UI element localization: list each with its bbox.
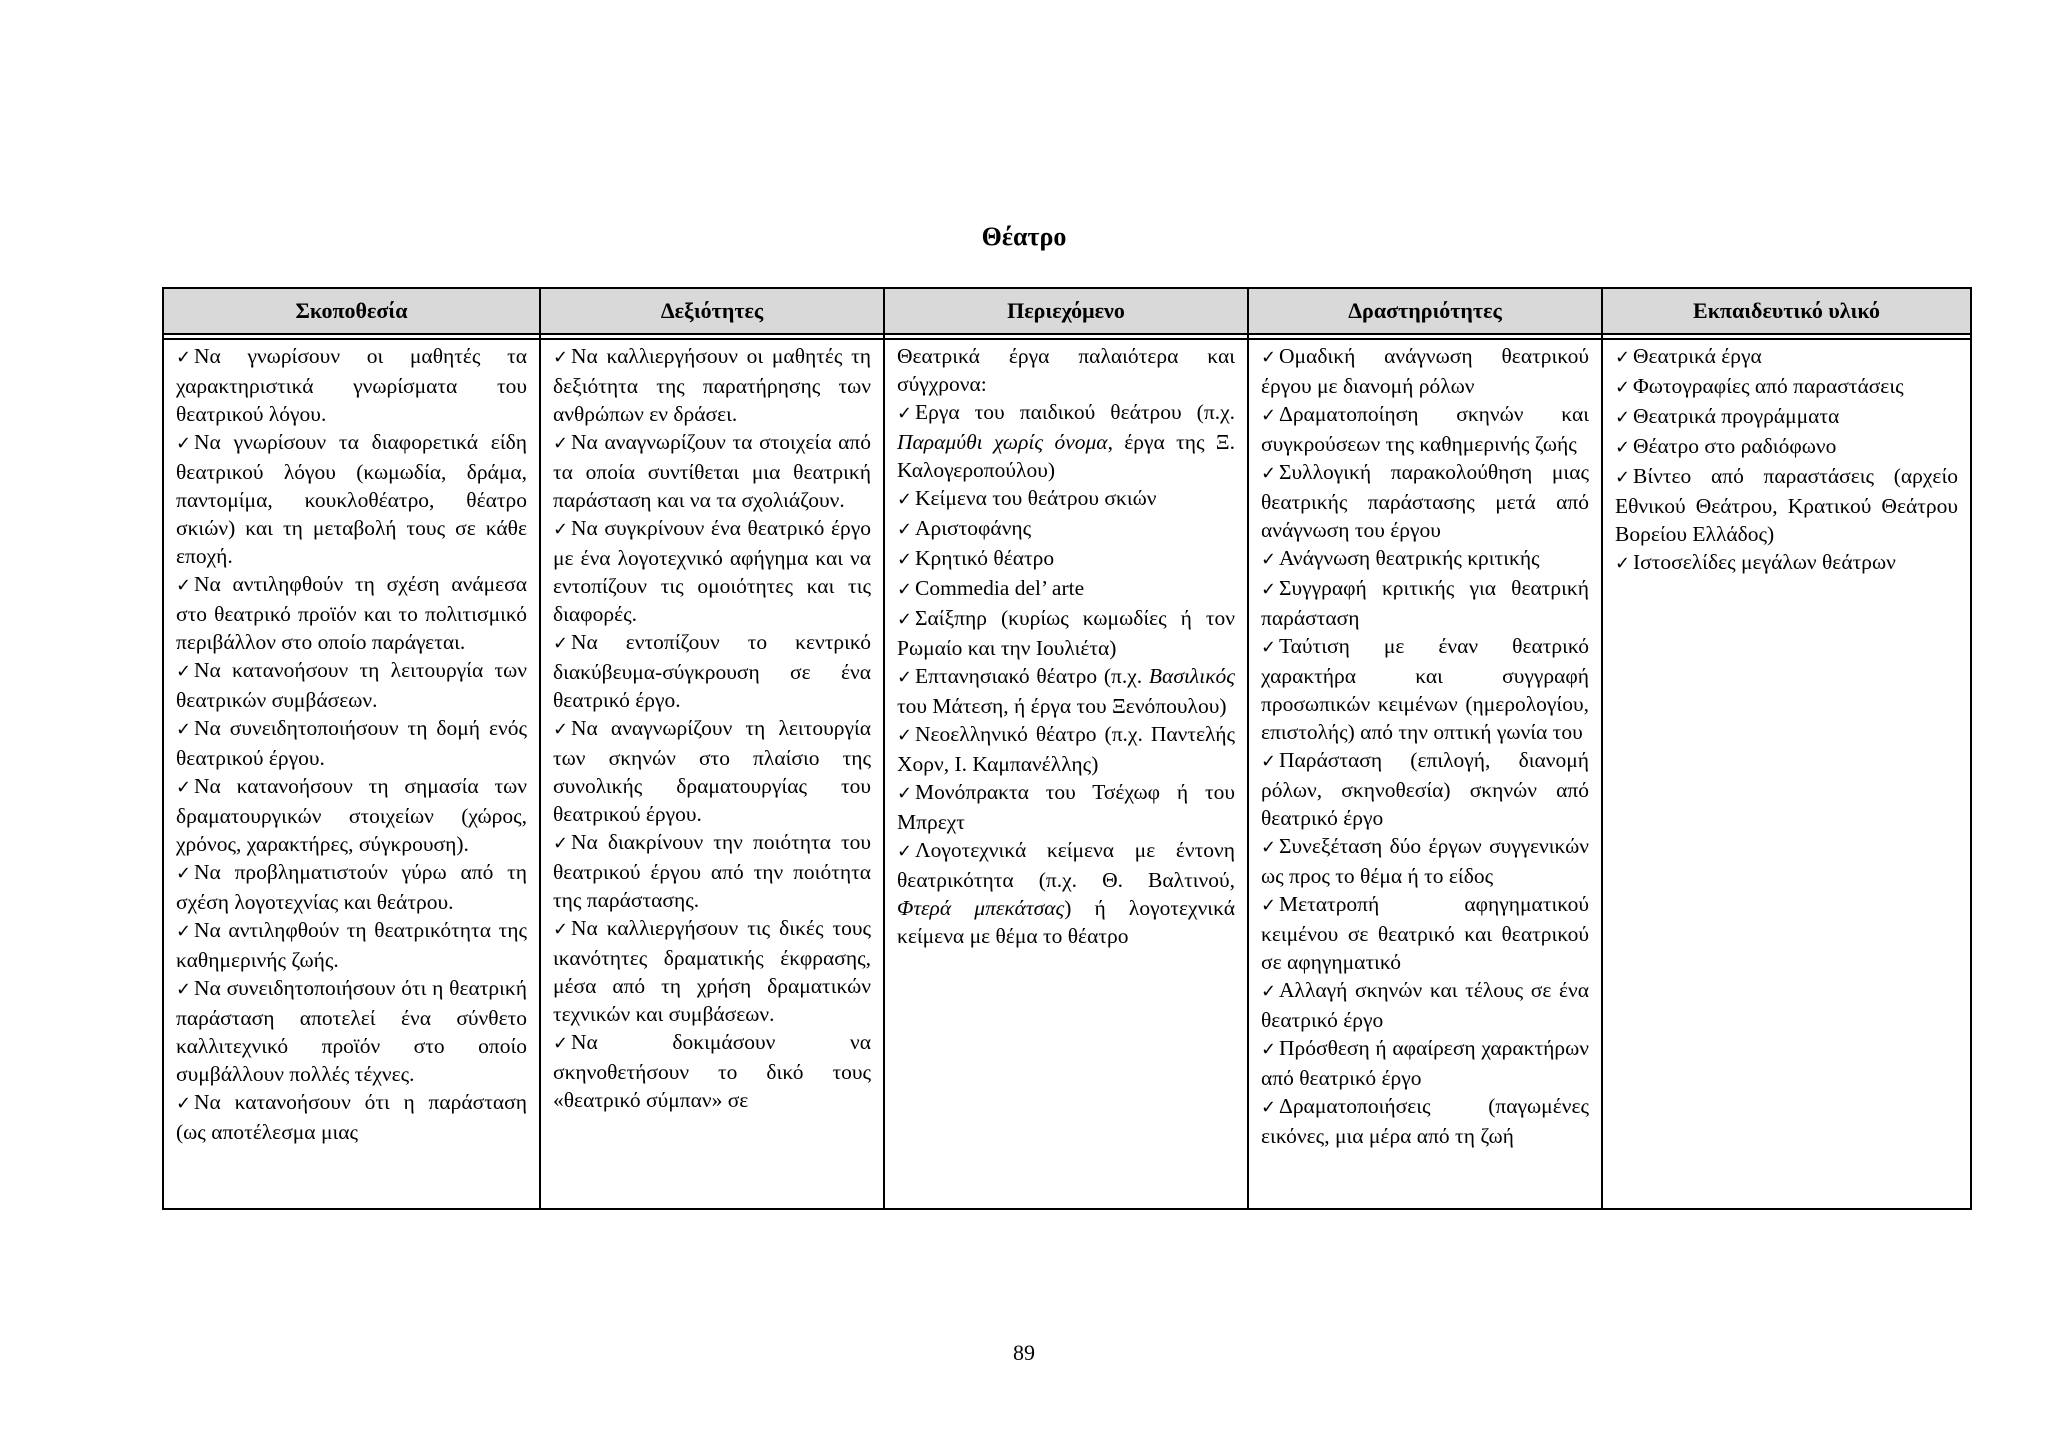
list-item-text: Να εντοπίζουν το κεντρικό διακύβευμα-σύγκρουση σε ένα θεατρικό έργο.: [553, 630, 871, 712]
list-item-text: Να αναγνωρίζουν τα στοιχεία από τα οποία συντίθεται μια θεατρική παράσταση και να τα σχολιάζουν.: [553, 430, 871, 512]
list-item-text: Να γνωρίσουν τα διαφορετικά είδη θεατρικού λόγου (κωμωδία, δράμα, παντομίμα, κουκλοθέατρο, θέατρο σκιών) και τη μεταβολή τους σε κάθε εποχή.: [176, 430, 527, 568]
checkmark-icon: ✓: [176, 1093, 192, 1114]
list-item: [897, 662, 1235, 720]
list-item: [1261, 544, 1589, 574]
checkmark-icon: ✓: [1261, 1039, 1277, 1060]
list-item: [1261, 746, 1589, 832]
list-item: [897, 836, 1235, 950]
curriculum-table: [162, 287, 1972, 1210]
list-item: [553, 1028, 871, 1114]
list-item: [176, 570, 527, 656]
list-item-text: Ανάγνωση θεατρικής κριτικής: [1279, 546, 1540, 570]
page-title: Θέατρο: [981, 222, 1067, 251]
list-item: [1615, 402, 1958, 432]
list-item: [1261, 890, 1589, 976]
checkmark-icon: ✓: [897, 609, 913, 630]
list-item: [1261, 976, 1589, 1034]
cell-activities-list: [1261, 342, 1589, 1208]
checkmark-icon: ✓: [1261, 463, 1277, 484]
checkmark-icon: ✓: [553, 519, 569, 540]
list-item: [176, 858, 527, 916]
list-item-text: Να δοκιμάσουν να σκηνοθετήσουν το δικό τους «θεατρικό σύμπαν» σε: [553, 1030, 871, 1112]
checkmark-icon: ✓: [553, 347, 569, 368]
checkmark-icon: ✓: [1261, 895, 1277, 916]
list-item: [897, 604, 1235, 662]
checkmark-icon: ✓: [897, 549, 913, 570]
list-item-text: Ταύτιση με έναν θεατρικό χαρακτήρα και συγγραφή προσωπικών κειμένων (ημερολογίου, επιστολής) από την οπτική γωνία του: [1261, 634, 1589, 744]
checkmark-icon: ✓: [897, 783, 913, 804]
list-item: [1261, 632, 1589, 746]
list-item: [897, 514, 1235, 544]
column-header-content: Περιεχόμενο: [884, 288, 1248, 334]
list-item: [1261, 342, 1589, 400]
list-item-text: Εργα του παιδικού θεάτρου (π.χ.: [915, 400, 1235, 424]
list-item-text: Να συγκρίνουν ένα θεατρικό έργο με ένα λογοτεχνικό αφήγημα και να εντοπίζουν τις ομοιότητες και τις διαφορές.: [553, 516, 871, 626]
work-title: Βασιλικός: [1148, 664, 1235, 688]
list-item-text: Να προβληματιστούν γύρω από τη σχέση λογοτεχνίας και θεάτρου.: [176, 860, 527, 914]
list-item: [1261, 1034, 1589, 1092]
checkmark-icon: ✓: [897, 667, 913, 688]
checkmark-icon: ✓: [1261, 579, 1277, 600]
checkmark-icon: ✓: [1261, 405, 1277, 426]
checkmark-icon: ✓: [553, 433, 569, 454]
list-item: [897, 574, 1235, 604]
list-item-text: Να καλλιεργήσουν οι μαθητές τη δεξιότητα της παρατήρησης των ανθρώπων εν δράσει.: [553, 344, 871, 426]
list-item: [1261, 1092, 1589, 1150]
checkmark-icon: ✓: [176, 347, 192, 368]
list-item-text: Μετατροπή αφηγηματικού κειμένου σε θεατρικό και θεατρικού σε αφηγηματικό: [1261, 892, 1589, 974]
list-item-text: Να διακρίνουν την ποιότητα του θεατρικού έργου από την ποιότητα της παράστασης.: [553, 830, 871, 912]
list-item: [1261, 400, 1589, 458]
list-item-text: Αλλαγή σκηνών και τέλους σε ένα θεατρικό έργο: [1261, 978, 1589, 1032]
checkmark-icon: ✓: [176, 719, 192, 740]
checkmark-icon: ✓: [1261, 1097, 1277, 1118]
work-title: Παραμύθι χωρίς όνομα: [897, 430, 1108, 454]
list-item-text: Θεατρικά προγράμματα: [1633, 404, 1840, 428]
list-item: [897, 544, 1235, 574]
list-item-text: Να κατανοήσουν τη σημασία των δραματουργικών στοιχείων (χώρος, χρόνος, χαρακτήρες, σύγκρουση).: [176, 774, 527, 856]
list-item: [1261, 574, 1589, 632]
checkmark-icon: ✓: [897, 579, 913, 600]
header-row: [163, 288, 1971, 334]
list-item: [897, 778, 1235, 836]
list-item: [553, 914, 871, 1028]
checkmark-icon: ✓: [1261, 347, 1277, 368]
list-item: [553, 342, 871, 428]
list-item: [1615, 372, 1958, 402]
list-item: [897, 398, 1235, 484]
list-item-text: Συγγραφή κριτικής για θεατρική παράσταση: [1261, 576, 1589, 630]
list-item-text: Λογοτεχνικά κείμενα με έντονη θεατρικότητα (π.χ. Θ. Βαλτινού,: [897, 838, 1235, 892]
list-item-text: Να συνειδητοποιήσουν τη δομή ενός θεατρικού έργου.: [176, 716, 527, 770]
checkmark-icon: ✓: [176, 863, 192, 884]
cell-content: [884, 339, 1248, 1209]
list-item: [176, 428, 527, 570]
cell-content-list: [897, 342, 1235, 1208]
list-item-text: ) ή λογοτεχνικά κείμενα με θέμα το θέατρο: [897, 896, 1235, 948]
checkmark-icon: ✓: [1261, 751, 1277, 772]
checkmark-icon: ✓: [1615, 467, 1631, 488]
checkmark-icon: ✓: [1261, 837, 1277, 858]
list-item-text: Ομαδική ανάγνωση θεατρικού έργου με διανομή ρόλων: [1261, 344, 1589, 398]
list-item-text: του Μάτεση, ή έργα του Ξενόπουλου): [897, 694, 1227, 718]
list-item: [176, 714, 527, 772]
column-header-activities: Δραστηριότητες: [1248, 288, 1602, 334]
column-header-materials: Εκπαιδευτικό υλικό: [1602, 288, 1971, 334]
checkmark-icon: ✓: [176, 921, 192, 942]
list-item-text: Βίντεο από παραστάσεις (αρχείο Εθνικού Θεάτρου, Κρατικού Θεάτρου Βορείου Ελλάδος): [1615, 464, 1958, 546]
list-item-text: Συνεξέταση δύο έργων συγγενικών ως προς το θέμα ή το είδος: [1261, 834, 1589, 888]
checkmark-icon: ✓: [176, 433, 192, 454]
list-item: [553, 428, 871, 514]
cell-activities: [1248, 339, 1602, 1209]
list-item: [1261, 458, 1589, 544]
checkmark-icon: ✓: [176, 661, 192, 682]
list-item-text: Να γνωρίσουν οι μαθητές τα χαρακτηριστικά γνωρίσματα του θεατρικού λόγου.: [176, 344, 527, 426]
list-item-text: Να κατανοήσουν τη λειτουργία των θεατρικών συμβάσεων.: [176, 658, 527, 712]
content-row: [163, 339, 1971, 1209]
list-item-text: Συλλογική παρακολούθηση μιας θεατρικής παράστασης μετά από ανάγνωση του έργου: [1261, 460, 1589, 542]
checkmark-icon: ✓: [1615, 437, 1631, 458]
checkmark-icon: ✓: [1615, 553, 1631, 574]
list-item-text: Πρόσθεση ή αφαίρεση χαρακτήρων από θεατρικό έργο: [1261, 1036, 1589, 1090]
checkmark-icon: ✓: [553, 833, 569, 854]
list-item-text: Σαίξπηρ (κυρίως κωμωδίες ή τον Ρωμαίο και την Ιουλιέτα): [897, 606, 1235, 660]
list-item-text: Κείμενα του θεάτρου σκιών: [915, 486, 1157, 510]
cell-materials-list: [1615, 342, 1958, 1208]
list-item-text: Commedia del’ arte: [915, 576, 1085, 600]
list-item: [553, 628, 871, 714]
checkmark-icon: ✓: [1615, 347, 1631, 368]
list-item-text: Θεατρικά έργα: [1633, 344, 1762, 368]
list-item-text: , έργα της Ξ. Καλογεροπούλου): [897, 430, 1235, 482]
list-item: [176, 656, 527, 714]
checkmark-icon: ✓: [1261, 981, 1277, 1002]
list-item-text: Παράσταση (επιλογή, διανομή ρόλων, σκηνοθεσία) σκηνών από θεατρικό έργο: [1261, 748, 1589, 830]
checkmark-icon: ✓: [553, 919, 569, 940]
cell-skills-list: [553, 342, 871, 1208]
list-item-text: Θέατρο στο ραδιόφωνο: [1633, 434, 1837, 458]
checkmark-icon: ✓: [553, 1033, 569, 1054]
list-item-text: Ιστοσελίδες μεγάλων θεάτρων: [1633, 550, 1896, 574]
list-item-text: Να συνειδητοποιήσουν ότι η θεατρική παράσταση αποτελεί ένα σύνθετο καλλιτεχνικό προϊόν στο οποίο συμβάλλουν πολλές τέχνες.: [176, 976, 527, 1086]
checkmark-icon: ✓: [897, 489, 913, 510]
list-item-text: Να αντιληφθούν τη σχέση ανάμεσα στο θεατρικό προϊόν και το πολιτισμικό περιβάλλον στο οποίο παράγεται.: [176, 572, 527, 654]
checkmark-icon: ✓: [897, 725, 913, 746]
list-item: [176, 1088, 527, 1146]
checkmark-icon: ✓: [176, 575, 192, 596]
column-header-objectives: Σκοποθεσία: [163, 288, 540, 334]
list-item-text: Κρητικό θέατρο: [915, 546, 1055, 570]
list-item-text: Δραματοποιήσεις (παγωμένες εικόνες, μια μέρα από τη ζωή: [1261, 1094, 1589, 1148]
list-item-text: Επτανησιακό θέατρο (π.χ.: [915, 664, 1149, 688]
cell-skills: [540, 339, 884, 1209]
work-title: Φτερά μπεκάτσας: [897, 896, 1065, 920]
checkmark-icon: ✓: [897, 403, 913, 424]
list-item-text: Νεοελληνικό θέατρο (π.χ. Παντελής Χορν, Ι. Καμπανέλλης): [897, 722, 1235, 776]
list-item: [553, 828, 871, 914]
list-item-text: Να καλλιεργήσουν τις δικές τους ικανότητες δραματικής έκφρασης, μέσα από τη χρήση δραματικών τεχνικών και συμβάσεων.: [553, 916, 871, 1026]
checkmark-icon: ✓: [553, 633, 569, 654]
column-header-skills: Δεξιότητες: [540, 288, 884, 334]
checkmark-icon: ✓: [1261, 549, 1277, 570]
list-item-text: Να κατανοήσουν ότι η παράσταση (ως αποτέλεσμα μιας: [176, 1090, 527, 1144]
list-item: [1615, 432, 1958, 462]
cell-objectives-list: [176, 342, 527, 1208]
list-item: [897, 484, 1235, 514]
page-number: 89: [1013, 1340, 1035, 1365]
list-item-text: Φωτογραφίες από παραστάσεις: [1633, 374, 1904, 398]
cell-objectives: [163, 339, 540, 1209]
checkmark-icon: ✓: [897, 841, 913, 862]
cell-materials: [1602, 339, 1971, 1209]
list-item-text: Μονόπρακτα του Τσέχωφ ή του Μπρεχτ: [897, 780, 1235, 834]
list-item: [553, 514, 871, 628]
list-item: [176, 974, 527, 1088]
list-item: [1615, 462, 1958, 548]
content-intro: Θεατρικά έργα παλαιότερα και σύγχρονα:: [897, 344, 1235, 396]
checkmark-icon: ✓: [1261, 637, 1277, 658]
checkmark-icon: ✓: [1615, 407, 1631, 428]
checkmark-icon: ✓: [176, 979, 192, 1000]
list-item: [897, 720, 1235, 778]
checkmark-icon: ✓: [176, 777, 192, 798]
list-item-text: Να αντιληφθούν τη θεατρικότητα της καθημερινής ζωής.: [176, 918, 527, 972]
list-item: [176, 772, 527, 858]
checkmark-icon: ✓: [897, 519, 913, 540]
checkmark-icon: ✓: [1615, 377, 1631, 398]
checkmark-icon: ✓: [553, 719, 569, 740]
list-item: [1261, 832, 1589, 890]
list-item-text: Να αναγνωρίζουν τη λειτουργία των σκηνών στο πλαίσιο της συνολικής δραματουργίας του θεατρικού έργου.: [553, 716, 871, 826]
list-item: [553, 714, 871, 828]
list-item: [1615, 548, 1958, 578]
list-item: [176, 342, 527, 428]
list-item-text: Δραματοποίηση σκηνών και συγκρούσεων της καθημερινής ζωής: [1261, 402, 1589, 456]
list-item-text: Αριστοφάνης: [915, 516, 1032, 540]
list-item: [176, 916, 527, 974]
list-item: [1615, 342, 1958, 372]
